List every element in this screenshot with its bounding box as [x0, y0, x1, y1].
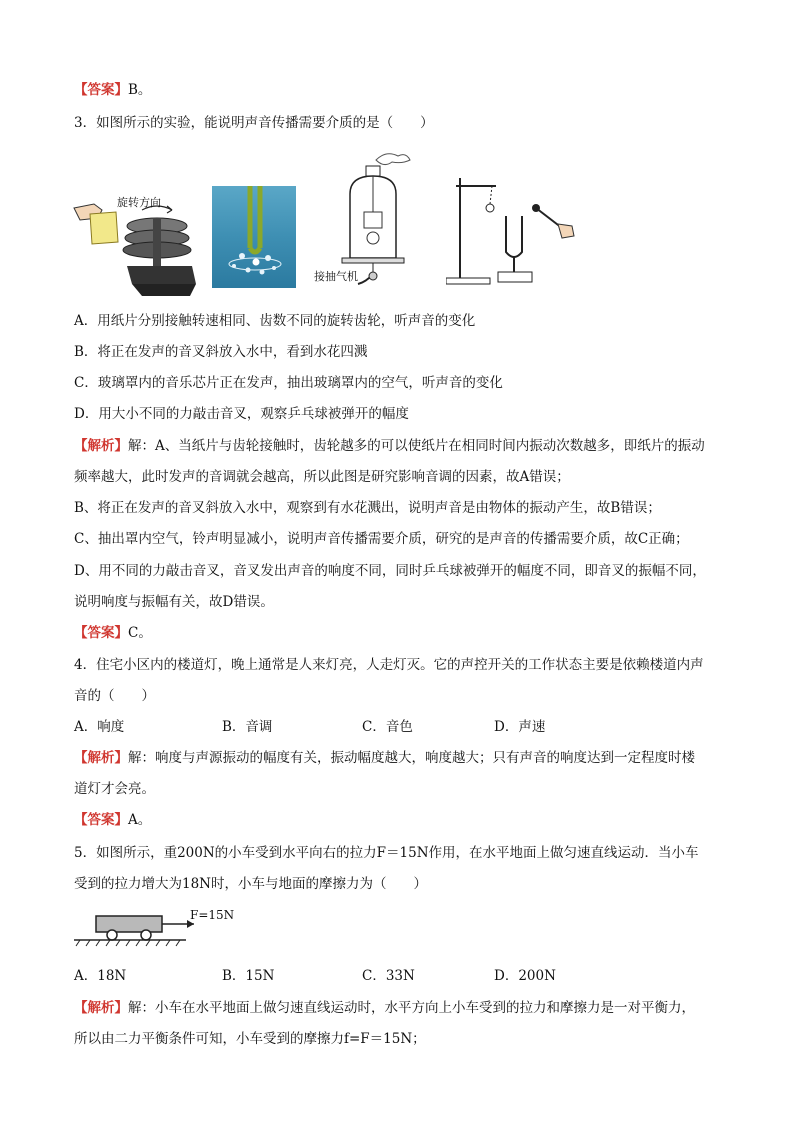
- q4-analysis-line-1: [74, 748, 695, 768]
- tuning-fork-ball-figure: [446, 176, 576, 288]
- q3-analysis-line-3: B、将正在发声的音叉斜放入水中，观察到有水花溅出，说明声音是由物体的振动产生，故B错误；: [74, 500, 661, 516]
- q3-option-b: B．将正在发声的音叉斜放入水中，看到水花四溅: [74, 344, 368, 360]
- q3-analysis-line-6: 说明响度与振幅有关，故D错误。: [74, 594, 274, 610]
- q3-analysis-line-4: C、抽出罩内空气，铃声明显减小，说明声音传播需要介质，研究的是声音的传播需要介质，故C正确；: [74, 531, 689, 547]
- q5-option-d: D．200N: [494, 968, 556, 984]
- answer-tag: 【答案】: [74, 812, 128, 828]
- q3-analysis-line-2: 频率越大，此时发声的音调就会越高，所以此图是研究影响音调的因素，故A错误；: [74, 469, 570, 485]
- q4-option-a: A．响度: [74, 719, 125, 735]
- analysis-tag: 【解析】: [74, 1000, 128, 1016]
- answer-text: C。: [128, 625, 152, 641]
- q5-analysis-line-1: [74, 998, 695, 1018]
- q3-option-c: C．玻璃罩内的音乐芯片正在发声，抽出玻璃罩内的空气，听声音的变化: [74, 375, 503, 391]
- question-5-stem-line-2: 受到的拉力增大为18N时，小车与地面的摩擦力为（ ）: [74, 876, 427, 892]
- q4-option-b: B．音调: [222, 719, 273, 735]
- rotation-direction-label: 旋转方向: [117, 196, 161, 209]
- answer-tag: 【答案】: [74, 82, 128, 98]
- q5-option-c: C．33N: [362, 968, 415, 984]
- tuning-fork-ball-drawing: [446, 176, 576, 288]
- question-3-stem: 3．如图所示的实验，能说明声音传播需要介质的是（ ）: [74, 115, 434, 131]
- answer-text: B。: [128, 82, 152, 98]
- q4-answer-line: [74, 810, 151, 830]
- question-4-stem-line-2: 音的（ ）: [74, 688, 155, 704]
- q4-analysis-line-2: 道灯才会亮。: [74, 781, 155, 797]
- vacuum-pump-label: 接抽气机: [314, 270, 358, 283]
- q3-option-d: D．用大小不同的力敲击音叉，观察乒乓球被弹开的幅度: [74, 406, 409, 422]
- analysis-tag: 【解析】: [74, 750, 128, 766]
- answer-text: A。: [128, 812, 152, 828]
- question-5-stem-line-1: 5．如图所示，重200N的小车受到水平向右的拉力F＝15N作用，在水平地面上做匀速直线运动．当小车: [74, 845, 699, 861]
- analysis-tag: 【解析】: [74, 438, 128, 454]
- q5-options: [74, 966, 556, 986]
- q4-analysis-text-1: 解：响度与声源振动的幅度有关，振动幅度越大，响度越大；只有声音的响度达到一定程度时楼: [128, 750, 695, 766]
- tuning-fork-water-drawing: [212, 186, 296, 288]
- q3-answer-line: [74, 623, 152, 643]
- q3-analysis-text-1: 解：A、当纸片与齿轮接触时，齿轮越多的可以使纸片在相同时间内振动次数越多，即纸片的振动: [128, 438, 705, 454]
- q5-option-a: A．18N: [74, 968, 127, 984]
- q5-analysis-line-2: 所以由二力平衡条件可知，小车受到的摩擦力f=F＝15N；: [74, 1031, 426, 1047]
- q4-option-c: C．音色: [362, 719, 413, 735]
- q3-option-a: A．用纸片分别接触转速相同、齿数不同的旋转齿轮，听声音的变化: [74, 313, 476, 329]
- q5-option-b: B．15N: [222, 968, 275, 984]
- answer-tag: 【答案】: [74, 625, 128, 641]
- question-4-stem-line-1: 4．住宅小区内的楼道灯，晚上通常是人来灯亮，人走灯灭。它的声控开关的工作状态主要是依赖楼道内声: [74, 657, 704, 673]
- q5-analysis-text-1: 解：小车在水平地面上做匀速直线运动时，水平方向上小车受到的拉力和摩擦力是一对平衡力，: [128, 1000, 695, 1016]
- q3-analysis-line-5: D、用不同的力敲击音叉，音叉发出声音的响度不同，同时乒乓球被弹开的幅度不同，即音叉的振幅不同，: [74, 563, 706, 579]
- q3-analysis-line-1: [74, 436, 705, 456]
- q4-options: [74, 717, 545, 737]
- force-label: F=15N: [190, 908, 235, 922]
- prev-answer-line: [74, 80, 151, 100]
- q4-option-d: D．声速: [494, 719, 546, 735]
- tuning-fork-water-figure: [212, 186, 296, 288]
